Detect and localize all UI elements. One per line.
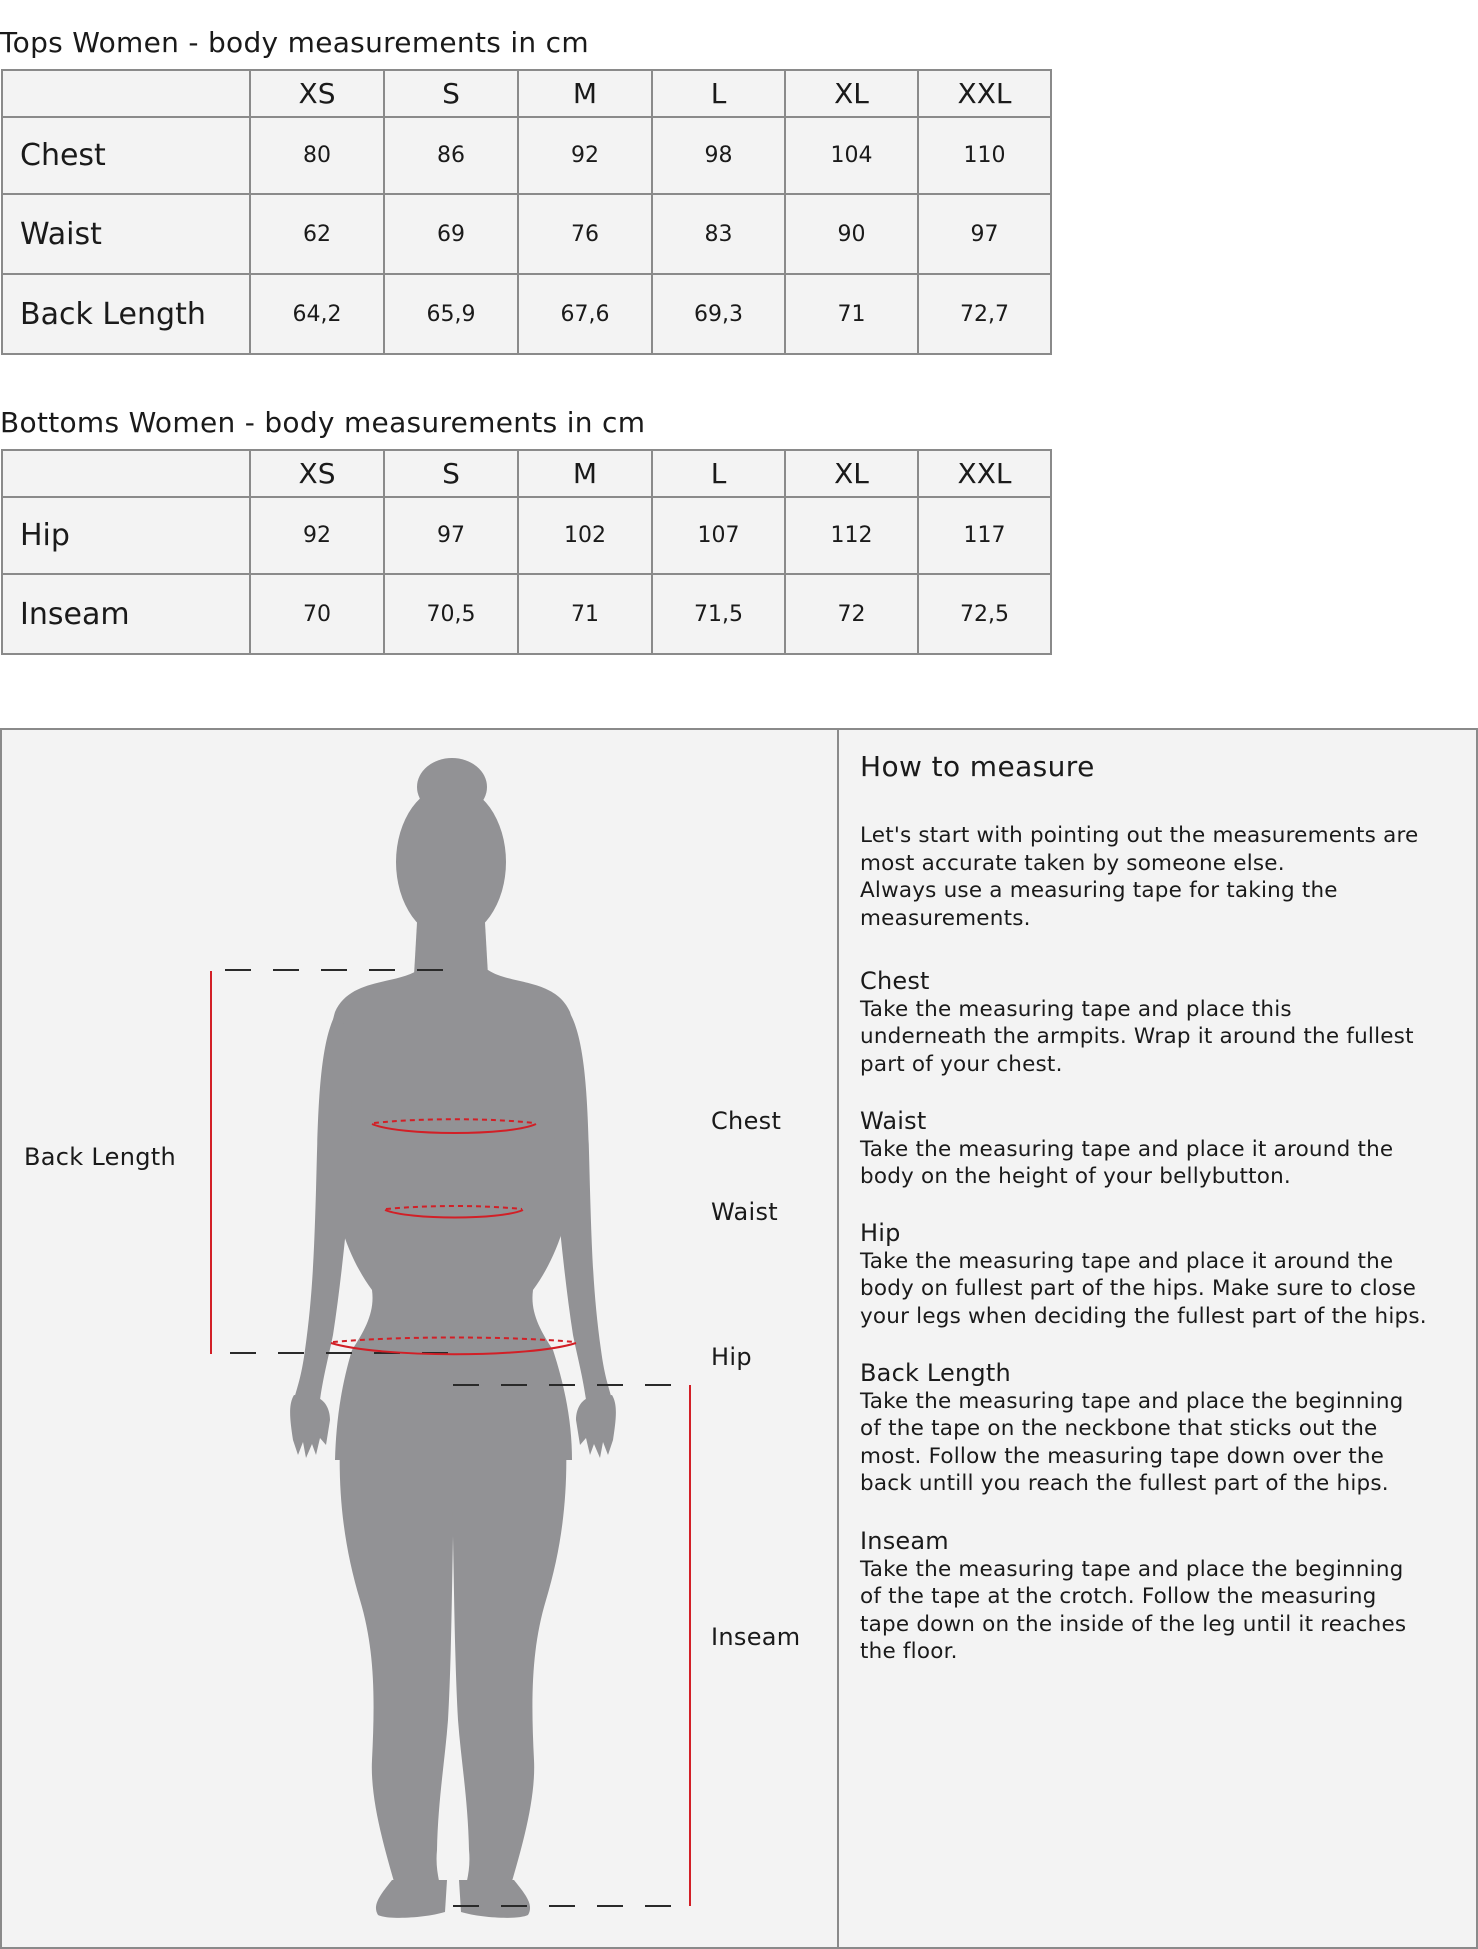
table-row [2,574,1051,654]
table-cell: 72,5 [918,574,1051,654]
tops-caption: Tops Women - body measurements in cm [0,26,589,59]
section-line: underneath the armpits. Wrap it around the fullest [860,1024,1414,1049]
figure-label-hip: Hip [711,1343,752,1371]
header-size: L [652,450,785,497]
section-heading: Back Length [860,1359,1011,1387]
header-size: M [518,70,652,117]
table-header-row [2,70,1051,117]
table-cell: 102 [518,497,652,574]
header-size: XS [250,450,384,497]
intro-line: most accurate taken by someone else. [860,850,1285,876]
figure-label-inseam: Inseam [711,1623,801,1651]
table-cell: 71 [518,574,652,654]
section-line: Take the measuring tape and place the beginning [860,1388,1404,1414]
table-cell: 83 [652,194,785,274]
table-cell: 97 [918,194,1051,274]
bottoms-caption: Bottoms Women - body measurements in cm [0,406,646,439]
section-line: of the tape at the crotch. Follow the measuring [860,1584,1377,1609]
table-cell: 80 [250,117,384,194]
section-line: of the tape on the neckbone that sticks out the [860,1416,1378,1441]
intro-line: measurements. [860,905,1031,931]
section-line: Take the measuring tape and place it around the [860,1136,1394,1162]
section-heading: Inseam [860,1527,949,1555]
section-line: tape down on the inside of the leg until it reaches [860,1611,1407,1637]
howto-section-chest [860,968,1450,1078]
table-cell: 70 [250,574,384,654]
table-cell: 76 [518,194,652,274]
table-cell: 107 [652,497,785,574]
table-cell: 104 [785,117,918,194]
header-size: XXL [918,70,1051,117]
section-line: body on the height of your bellybutton. [860,1164,1291,1189]
table-cell: 117 [918,497,1051,574]
table-cell: 69,3 [652,274,785,354]
header-size: M [518,450,652,497]
intro-line: Let's start with pointing out the measurements are [860,823,1419,848]
section-line: Take the measuring tape and place the beginning [860,1556,1404,1582]
howto-title: How to measure [860,750,1095,783]
table-cell: 64,2 [250,274,384,354]
header-size: S [384,450,518,497]
row-label: Hip [2,497,250,574]
header-corner-cell [2,450,250,497]
table-header-row [2,450,1051,497]
table-cell: 92 [250,497,384,574]
howto-section-waist [860,1108,1450,1191]
section-line: Take the measuring tape and place it around the [860,1248,1394,1274]
intro-line: Always use a measuring tape for taking the [860,878,1338,903]
row-label: Chest [2,117,250,194]
table-cell: 71 [785,274,918,354]
table-cell: 110 [918,117,1051,194]
table-cell: 86 [384,117,518,194]
table-cell: 69 [384,194,518,274]
table-row [2,194,1051,274]
howto-section-inseam [860,1528,1450,1666]
figure-label-waist: Waist [711,1198,778,1226]
table-cell: 62 [250,194,384,274]
row-label: Waist [2,194,250,274]
section-line: back untill you reach the fullest part of the hips. [860,1471,1389,1496]
table-cell: 98 [652,117,785,194]
table-cell: 65,9 [384,274,518,354]
howto-section-hip [860,1220,1450,1330]
table-cell: 70,5 [384,574,518,654]
howto-intro [860,822,1450,932]
table-cell: 92 [518,117,652,194]
bottoms-size-table [1,449,1052,655]
table-cell: 90 [785,194,918,274]
row-label: Inseam [2,574,250,654]
section-heading: Waist [860,1107,927,1135]
section-heading: Chest [860,967,930,995]
header-size: S [384,70,518,117]
header-corner-cell [2,70,250,117]
table-cell: 97 [384,497,518,574]
section-line: your legs when deciding the fullest part of the hips. [860,1303,1427,1329]
section-line: Take the measuring tape and place this [860,996,1292,1022]
table-cell: 71,5 [652,574,785,654]
body-figure [0,728,839,1949]
figure-label-back-length: Back Length [24,1143,176,1171]
header-size: XS [250,70,384,117]
header-size: L [652,70,785,117]
header-size: XL [785,70,918,117]
table-row [2,117,1051,194]
header-size: XL [785,450,918,497]
section-heading: Hip [860,1219,901,1247]
row-label: Back Length [2,274,250,354]
tops-size-table [1,69,1052,355]
howto-section-back-length [860,1360,1450,1498]
section-line: body on fullest part of the hips. Make sure to close [860,1276,1417,1301]
table-cell: 112 [785,497,918,574]
figure-label-chest: Chest [711,1107,782,1135]
table-cell: 72 [785,574,918,654]
table-row [2,274,1051,354]
section-line: most. Follow the measuring tape down over the [860,1443,1385,1469]
table-row [2,497,1051,574]
section-line: part of your chest. [860,1051,1063,1077]
header-size: XXL [918,450,1051,497]
section-line: the floor. [860,1639,958,1664]
table-cell: 72,7 [918,274,1051,354]
table-cell: 67,6 [518,274,652,354]
